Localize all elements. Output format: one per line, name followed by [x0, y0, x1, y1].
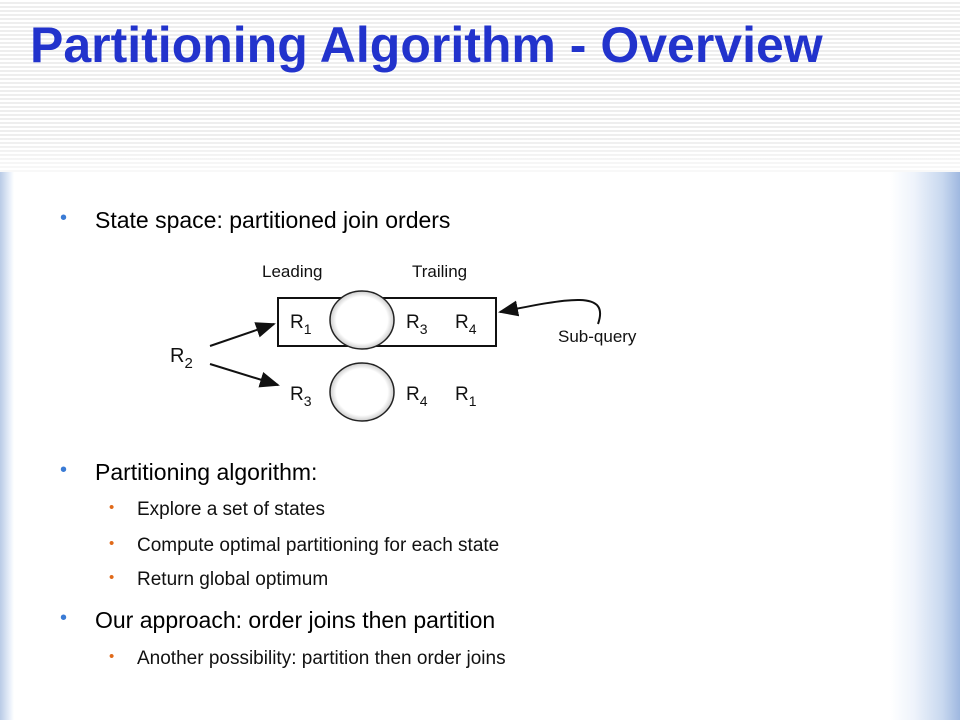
sub-bullet-another — [109, 648, 506, 670]
slide-title: Partitioning Algorithm - Overview — [30, 17, 823, 73]
svg-text:R3: $R_3$ — [406, 312, 428, 337]
sub-bullet-dot-icon: • — [109, 499, 115, 516]
sub-bullet-dot-icon: • — [109, 535, 115, 552]
root-relation — [170, 345, 193, 372]
sub-bullet-text: Explore a set of states — [137, 499, 325, 520]
sub-bullet-dot-icon: • — [109, 569, 115, 586]
sub-bullet-text: Compute optimal partitioning for each state — [137, 535, 500, 556]
subquery-arrow — [500, 300, 600, 324]
leading-label: Leading — [262, 262, 323, 281]
svg-text:R1: $R_1$ — [290, 312, 312, 337]
row2-rel-2 — [406, 384, 428, 409]
bullet-partitioning-algorithm — [60, 459, 318, 486]
join-order-diagram — [150, 250, 690, 440]
partition-circle-top — [330, 291, 394, 349]
row2-rel-3 — [455, 384, 477, 409]
sub-bullet-compute — [109, 535, 500, 557]
sub-bullet-explore — [109, 499, 325, 521]
svg-text:R4: $R_4$ — [455, 312, 477, 337]
bullet-dot-icon: • — [60, 607, 68, 629]
sub-bullet-return — [109, 569, 329, 591]
svg-text:R1: $R_1$ — [455, 384, 477, 409]
arrow-to-row2 — [210, 364, 278, 385]
sub-bullet-dot-icon: • — [109, 648, 115, 665]
bullet-text: State space: partitioned join orders — [95, 207, 451, 233]
sub-bullet-text: Another possibility: partition then order joins — [137, 648, 506, 669]
bullet-our-approach — [60, 607, 496, 634]
trailing-label: Trailing — [412, 262, 468, 281]
sub-bullet-text: Return global optimum — [137, 569, 329, 590]
bullet-text: Our approach: order joins then partition — [95, 607, 496, 633]
bullet-dot-icon: • — [60, 207, 68, 229]
svg-text:R4: $R_4$ — [406, 384, 428, 409]
svg-text:R3: $R_3$ — [290, 384, 312, 409]
subquery-label: Sub-query — [558, 327, 637, 346]
svg-text:R2: $R_2$ — [170, 345, 193, 372]
arrow-to-row1 — [210, 324, 274, 346]
row2-rel-1 — [290, 384, 312, 409]
bullet-dot-icon: • — [60, 459, 68, 481]
bullet-text: Partitioning algorithm: — [95, 459, 318, 485]
partition-circle-bottom — [330, 363, 394, 421]
bullet-state-space — [60, 207, 451, 234]
